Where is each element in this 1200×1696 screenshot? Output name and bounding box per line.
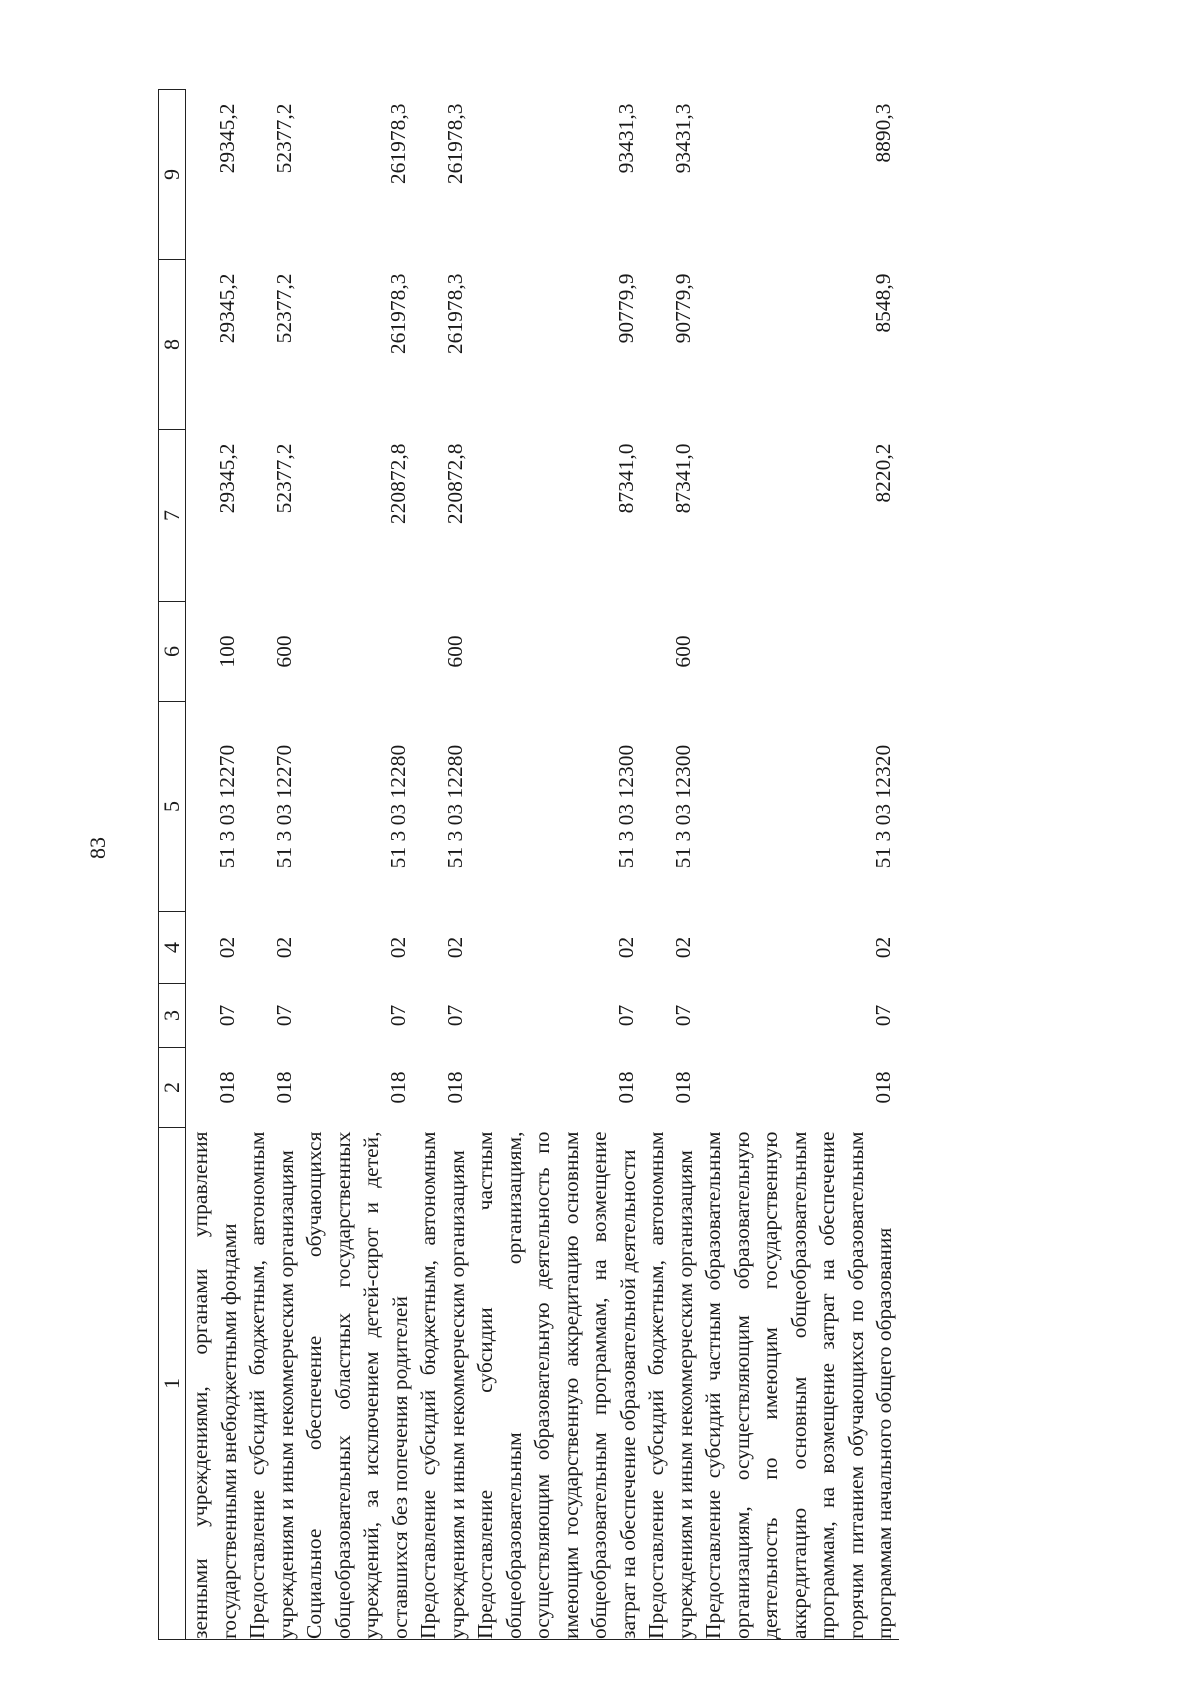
column-header: 3 — [159, 984, 186, 1048]
cell-subsection: 02 — [215, 936, 239, 959]
budget-table — [158, 89, 899, 1640]
cell-expense-type: 600 — [272, 635, 296, 668]
cell-section: 07 — [671, 1004, 695, 1027]
cell-subsection: 02 — [671, 936, 695, 959]
column-header: 1 — [159, 1128, 186, 1640]
cell-amount-col7: 8220,2 — [870, 443, 895, 503]
cell-section: 07 — [215, 1004, 239, 1027]
table-row — [243, 90, 300, 1640]
cell-section: 07 — [272, 1004, 296, 1027]
cell-ministry-code: 018 — [671, 1071, 695, 1104]
table-body — [186, 90, 899, 1640]
column-header: 2 — [159, 1048, 186, 1128]
table-row — [642, 90, 699, 1640]
cell-amount-col7: 52377,2 — [272, 443, 296, 514]
cell-amount-col8: 8548,9 — [870, 273, 895, 333]
row-description: Предоставление субсидий бюджетным, автономным учреждениям и иным некоммерческим организациям — [414, 1128, 471, 1640]
cell-target-article: 51 3 03 12270 — [272, 744, 296, 869]
cell-amount-col8: 90779,9 — [614, 273, 638, 344]
cell-amount-col9: 93431,3 — [614, 103, 638, 174]
table-row — [186, 90, 244, 1640]
cell-amount-col7: 220872,8 — [443, 443, 467, 525]
cell-ministry-code: 018 — [870, 1071, 895, 1104]
cell-section: 07 — [870, 1004, 895, 1027]
cell-target-article: 51 3 03 12300 — [614, 744, 638, 869]
page-number: 83 — [85, 837, 110, 859]
cell-subsection: 02 — [614, 936, 638, 959]
cell-amount-col9: 8890,3 — [870, 103, 895, 163]
cell-target-article: 51 3 03 12320 — [870, 744, 895, 869]
row-description: Предоставление субсидий бюджетным, автономным учреждениям и иным некоммерческим организациям — [243, 1128, 300, 1640]
cell-amount-col9: 93431,3 — [671, 103, 695, 174]
cell-amount-col8: 90779,9 — [671, 273, 695, 344]
cell-expense-type: 100 — [215, 635, 239, 668]
table-row — [699, 90, 899, 1640]
cell-amount-col7: 87341,0 — [671, 443, 695, 514]
column-header: 5 — [159, 702, 186, 912]
cell-target-article: 51 3 03 12280 — [443, 744, 467, 869]
cell-expense-type: 600 — [671, 635, 695, 668]
column-header: 8 — [159, 260, 186, 430]
cell-subsection: 02 — [443, 936, 467, 959]
cell-subsection: 02 — [870, 936, 895, 959]
table-row — [414, 90, 471, 1640]
cell-amount-col7: 87341,0 — [614, 443, 638, 514]
row-description: Предоставление субсидии частным общеобразовательным организациям, осуществляющим образовательную деятельность по имеющим государственную аккредитацию основным общеобразовательным программам, на возмещение затрат на обеспечение образовательной деятельности — [471, 1128, 642, 1640]
cell-target-article: 51 3 03 12270 — [215, 744, 239, 869]
cell-subsection: 02 — [386, 936, 410, 959]
column-header: 6 — [159, 602, 186, 702]
cell-ministry-code: 018 — [443, 1071, 467, 1104]
cell-subsection: 02 — [272, 936, 296, 959]
cell-amount-col9: 52377,2 — [272, 103, 296, 174]
cell-ministry-code: 018 — [215, 1071, 239, 1104]
row-description: Социальное обеспечение обучающихся общеобразовательных областных государственных учреждений, за исключением детей-сирот и детей, оставшихся без попечения родителей — [300, 1128, 414, 1640]
cell-target-article: 51 3 03 12300 — [671, 744, 695, 869]
cell-amount-col8: 52377,2 — [272, 273, 296, 344]
cell-ministry-code: 018 — [614, 1071, 638, 1104]
cell-section: 07 — [386, 1004, 410, 1027]
cell-amount-col9: 261978,3 — [443, 103, 467, 185]
row-description: Предоставление субсидий бюджетным, автономным учреждениям и иным некоммерческим организациям — [642, 1128, 699, 1640]
cell-expense-type — [471, 602, 642, 702]
cell-amount-col7: 29345,2 — [215, 443, 239, 514]
cell-amount-col7: 220872,8 — [386, 443, 410, 525]
cell-amount-col8: 261978,3 — [386, 273, 410, 355]
table-header — [159, 90, 186, 1640]
cell-target-article: 51 3 03 12280 — [386, 744, 410, 869]
cell-amount-col9: 261978,3 — [386, 103, 410, 185]
cell-amount-col9: 29345,2 — [215, 103, 239, 174]
cell-amount-col8: 261978,3 — [443, 273, 467, 355]
cell-section: 07 — [443, 1004, 467, 1027]
row-description: Предоставление субсидий частным образовательным организациям, осуществляющим образовательную деятельность по имеющим государственную аккредитацию основным общеобразовательным программам, на возмещение затрат на обеспечение горячим питанием обучающихся по образовательным программам начального общего образования — [699, 1128, 899, 1640]
row-description: зенными учреждениями, органами управления государственными внебюджетными фондами — [186, 1128, 244, 1640]
cell-expense-type — [699, 602, 899, 702]
table-row — [300, 90, 414, 1640]
header-row — [159, 90, 186, 1640]
column-header: 7 — [159, 430, 186, 602]
cell-amount-col8: 29345,2 — [215, 273, 239, 344]
column-header: 4 — [159, 912, 186, 984]
budget-table-rotated — [158, 80, 1178, 1640]
cell-expense-type — [300, 602, 414, 702]
column-header: 9 — [159, 90, 186, 260]
cell-section: 07 — [614, 1004, 638, 1027]
cell-expense-type: 600 — [443, 635, 467, 668]
table-row — [471, 90, 642, 1640]
cell-ministry-code: 018 — [272, 1071, 296, 1104]
cell-ministry-code: 018 — [386, 1071, 410, 1104]
